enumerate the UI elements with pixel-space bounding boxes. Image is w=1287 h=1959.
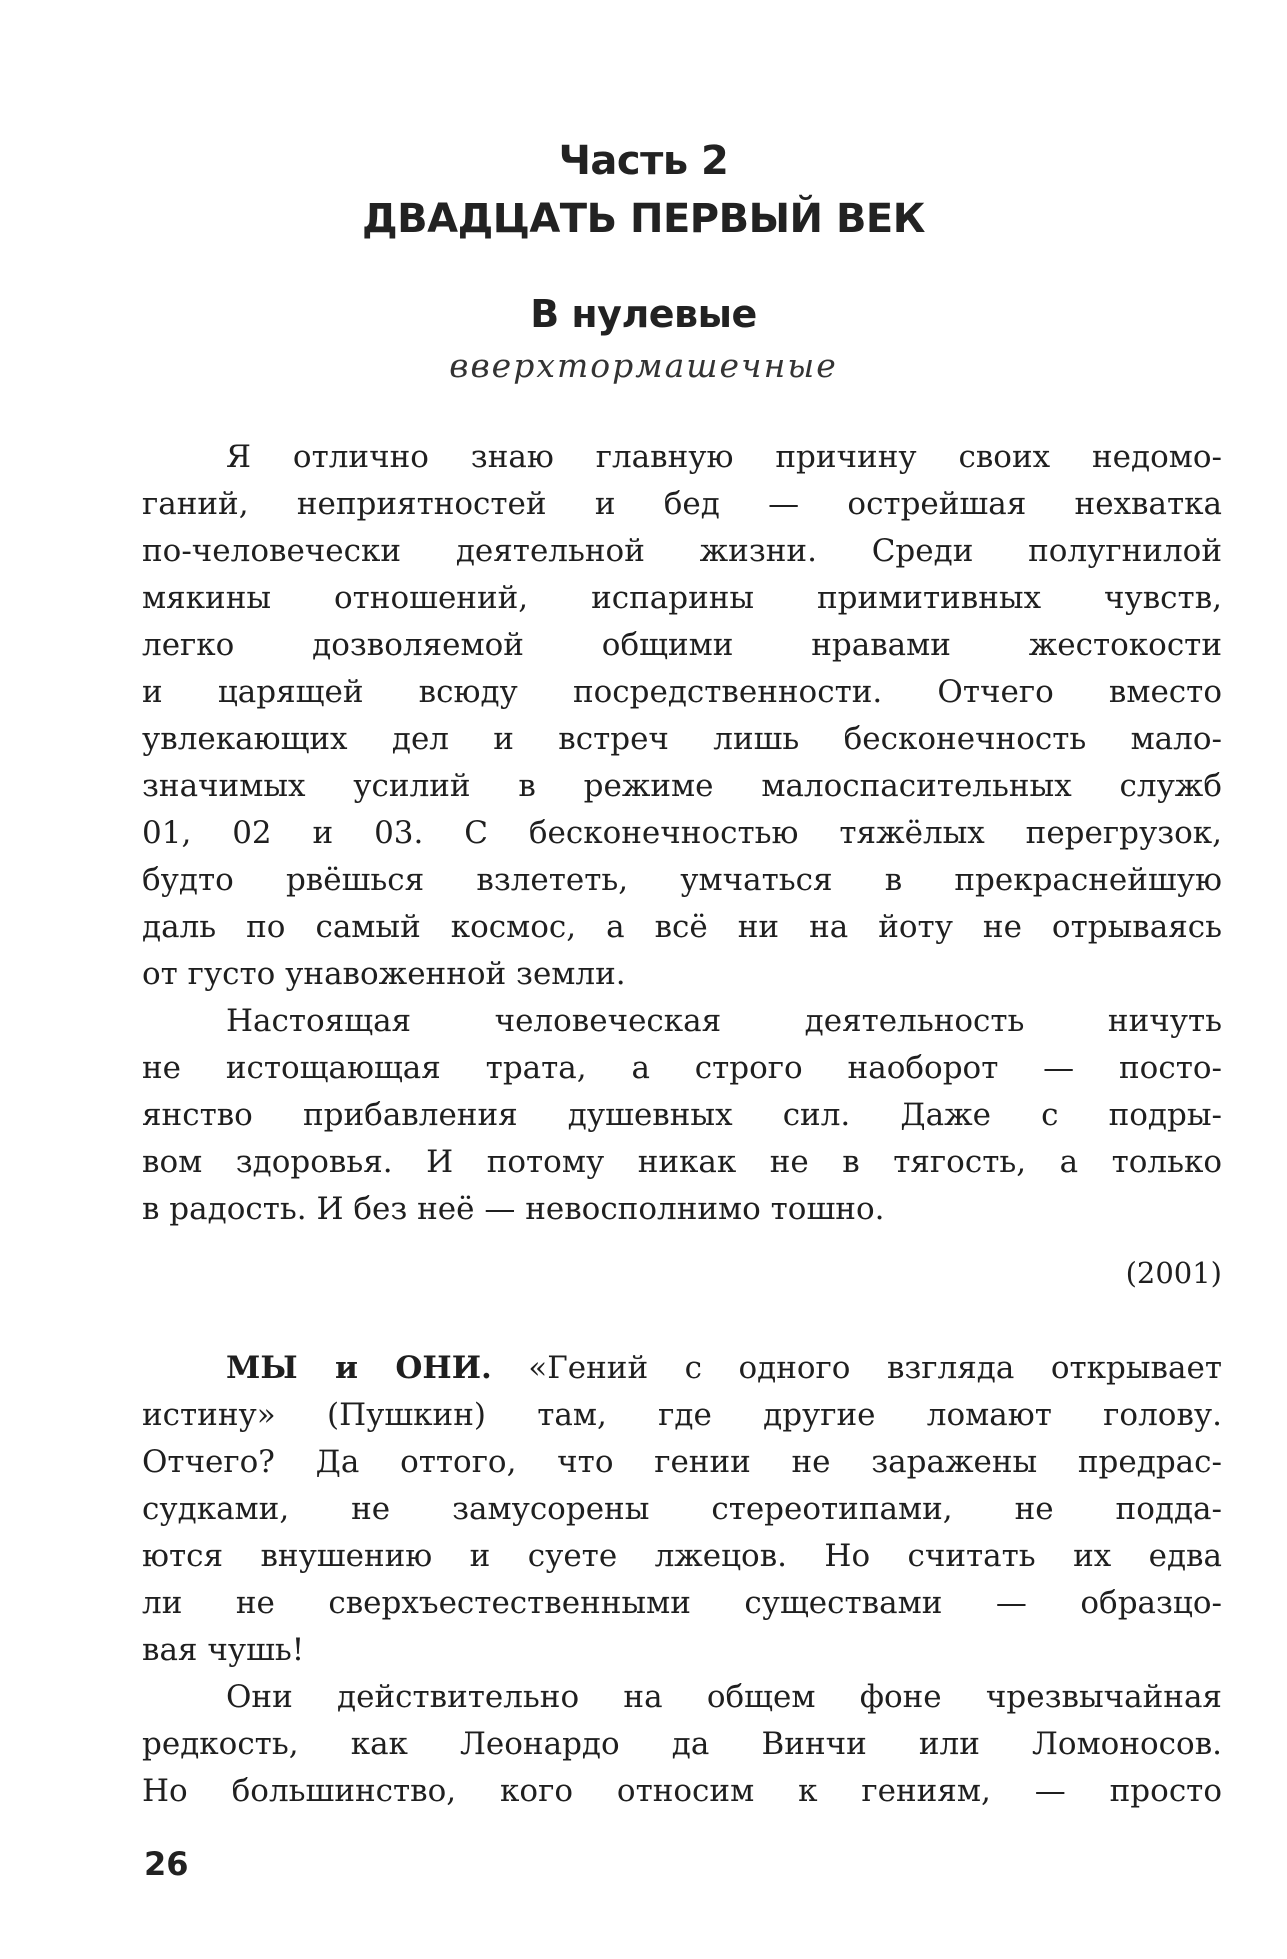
text-line: вом здоровья. И потому никак не в тягость, а только <box>142 1144 1222 1180</box>
text-line: 01, 02 и 03. С бесконечностью тяжёлых перегрузок, <box>142 815 1222 851</box>
text-line: Отчего? Да оттого, что гении не заражены предрас- <box>142 1444 1222 1480</box>
text-line: увлекающих дел и встреч лишь бесконечность мало- <box>142 721 1222 757</box>
text-line: будто рвёшься взлететь, умчаться в прекраснейшую <box>142 862 1222 898</box>
text-line: даль по самый космос, а всё ни на йоту не отрываясь <box>142 909 1222 945</box>
text-line: истину» (Пушкин) там, где другие ломают голову. <box>142 1397 1222 1433</box>
text-line: значимых усилий в режиме малоспасительных служб <box>142 768 1222 804</box>
text-line: и царящей всюду посредственности. Отчего вместо <box>142 674 1222 710</box>
part-label: Часть 2 <box>558 138 729 184</box>
text-line: Настоящая человеческая деятельность ничуть <box>226 1003 1222 1039</box>
part-title: ДВАДЦАТЬ ПЕРВЫЙ ВЕК <box>362 196 925 242</box>
essay-text <box>142 434 1222 1233</box>
text-line: не истощающая трата, а строго наоборот — посто- <box>142 1050 1222 1086</box>
section-subtitle: вверхтормашечные <box>449 346 838 385</box>
text-line: от густо унавоженной земли. <box>142 956 626 992</box>
text-line: ли не сверхъестественными существами — образцо- <box>142 1585 1222 1621</box>
text-line: янство прибавления душевных сил. Даже с подры- <box>142 1097 1222 1133</box>
page-number: 26 <box>144 1845 189 1883</box>
text-line <box>142 1345 1222 1392</box>
text-line: Они действительно на общем фоне чрезвычайная <box>226 1679 1222 1715</box>
essay-text <box>142 1345 1222 1815</box>
text-line: легко дозволяемой общими нравами жестокости <box>142 627 1222 663</box>
text-line: ются внушению и суете лжецов. Но считать их едва <box>142 1538 1222 1574</box>
text-line: Я отлично знаю главную причину своих недомо- <box>226 439 1222 475</box>
essay-lead-term: МЫ и ОНИ. <box>226 1350 492 1386</box>
text-line: редкость, как Леонардо да Винчи или Ломоносов. <box>142 1726 1222 1762</box>
text-line: ганий, неприятностей и бед — острейшая нехватка <box>142 486 1222 522</box>
text-line: мякины отношений, испарины примитивных чувств, <box>142 580 1222 616</box>
text-line: Но большинство, кого относим к гениям, — просто <box>142 1773 1222 1809</box>
text-line: в радость. И без неё — невосполнимо тошно. <box>142 1191 885 1227</box>
text-line-rest: «Гений с одного взгляда открывает <box>528 1350 1222 1386</box>
section-title: В нулевые <box>530 292 757 336</box>
essay-date: (2001) <box>1125 1256 1222 1290</box>
text-line: по-человечески деятельной жизни. Среди полугнилой <box>142 533 1222 569</box>
text-line: судками, не замусорены стереотипами, не подда- <box>142 1491 1222 1527</box>
text-line: вая чушь! <box>142 1632 305 1668</box>
